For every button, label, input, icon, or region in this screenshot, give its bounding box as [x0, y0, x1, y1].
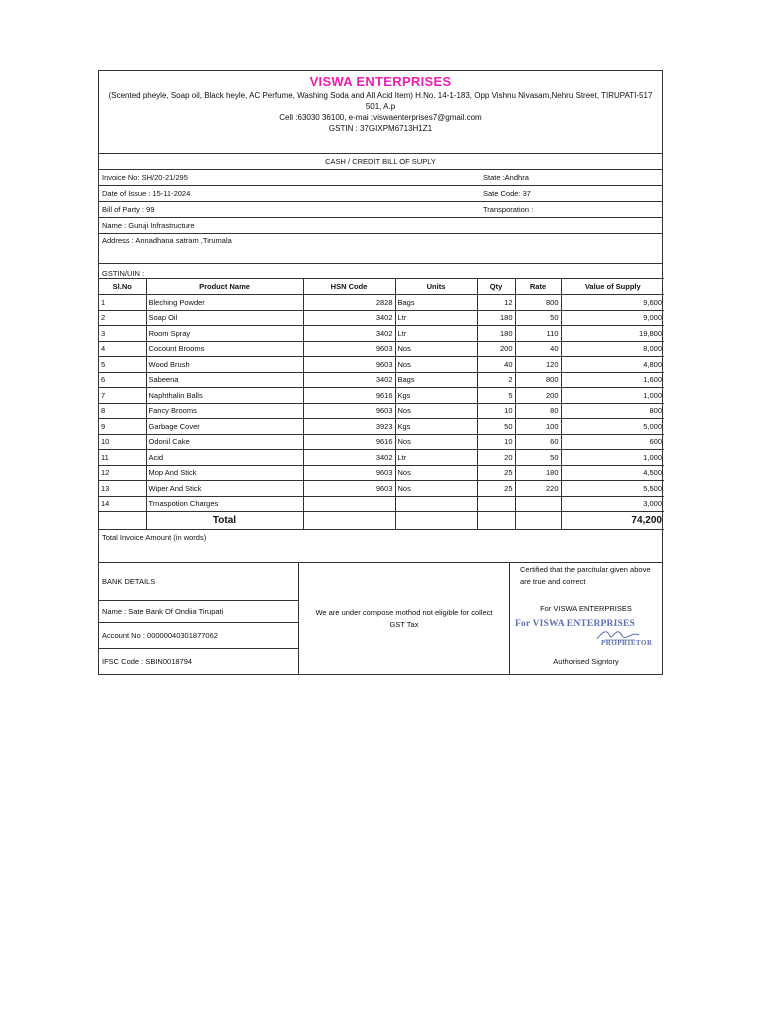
cell-slno: 14 — [99, 496, 146, 512]
certification-text: Certified that the parcitular given above are true and correct — [520, 565, 651, 586]
company-gstin: GSTIN : 37GIXPM6713H1Z1 — [328, 124, 433, 133]
company-stamp — [515, 619, 655, 651]
cell-product: Mop And Stick — [146, 465, 303, 481]
cell-hsn: 9603 — [303, 465, 395, 481]
cell-units: Ltr — [395, 450, 477, 466]
table-header-row — [99, 279, 664, 295]
cell-slno: 1 — [99, 295, 146, 311]
bank-details — [99, 563, 299, 674]
cell-units: Ltr — [395, 326, 477, 342]
table-row — [99, 496, 664, 512]
cell-slno: 4 — [99, 341, 146, 357]
cell-rate: 50 — [515, 310, 561, 326]
cell-product: Room Spray — [146, 326, 303, 342]
cell-hsn: 9616 — [303, 388, 395, 404]
bank-name: Name : Sate Bank Of Ondiia Tirupati — [99, 601, 298, 623]
cell-product: Odonil Cake — [146, 434, 303, 450]
cell-qty — [477, 496, 515, 512]
total-label: Total — [146, 512, 303, 530]
cell-hsn: 9603 — [303, 357, 395, 373]
cell-rate: 800 — [515, 295, 561, 311]
table-row — [99, 419, 664, 435]
transportation: Transporation : — [483, 205, 534, 214]
cell-slno: 10 — [99, 434, 146, 450]
info-row-date — [99, 186, 662, 202]
cell-hsn: 3923 — [303, 419, 395, 435]
cell-value: 4,800 — [561, 357, 664, 373]
info-row-party — [99, 202, 662, 218]
cell-slno: 7 — [99, 388, 146, 404]
cell-units: Kgs — [395, 388, 477, 404]
cell-rate: 120 — [515, 357, 561, 373]
cell-slno: 13 — [99, 481, 146, 497]
cell-value: 3,000 — [561, 496, 664, 512]
cell-hsn — [303, 496, 395, 512]
table-row — [99, 434, 664, 450]
cell-units: Nos — [395, 481, 477, 497]
cell-units: Kgs — [395, 419, 477, 435]
cell-hsn: 3402 — [303, 326, 395, 342]
cell-value: 9,600 — [561, 295, 664, 311]
invoice-header — [99, 71, 662, 154]
cell-value: 800 — [561, 403, 664, 419]
cell-rate: 40 — [515, 341, 561, 357]
table-row — [99, 403, 664, 419]
cell-units: Bags — [395, 295, 477, 311]
cell-qty: 200 — [477, 341, 515, 357]
cell-slno: 9 — [99, 419, 146, 435]
cell-slno: 5 — [99, 357, 146, 373]
cell-slno: 12 — [99, 465, 146, 481]
cell-rate: 110 — [515, 326, 561, 342]
info-row-name — [99, 218, 662, 234]
invoice-sheet — [98, 70, 663, 675]
state: State :Andhra — [483, 173, 529, 182]
company-name: VISWA ENTERPRISES — [309, 74, 452, 89]
cell-qty: 12 — [477, 295, 515, 311]
company-contact: Cell :63030 36100, e-mai :viswaenterprises7@gmail.com — [279, 113, 482, 122]
table-row — [99, 465, 664, 481]
cell-qty: 180 — [477, 326, 515, 342]
cell-hsn: 9603 — [303, 341, 395, 357]
cell-rate: 100 — [515, 419, 561, 435]
table-row — [99, 341, 664, 357]
bank-account: Account No : 00000040301877062 — [99, 623, 298, 649]
cell-rate: 80 — [515, 403, 561, 419]
cell-qty: 25 — [477, 465, 515, 481]
cell-hsn: 9603 — [303, 403, 395, 419]
cell-qty: 20 — [477, 450, 515, 466]
cell-rate: 50 — [515, 450, 561, 466]
cell-value: 4,500 — [561, 465, 664, 481]
cell-value: 5,500 — [561, 481, 664, 497]
signature-section — [510, 563, 662, 674]
company-description: (Scented pheyle, Soap oil, Black heyle, AC Perfume, Washing Soda and All Acid Item) H.No. 14-1-183, Opp Vishnu Nivasam,Nehru Street, TIRUPATI-517 — [108, 91, 653, 100]
cell-product: Wood Brush — [146, 357, 303, 373]
cell-value: 1,600 — [561, 372, 664, 388]
info-row-invoice — [99, 170, 662, 186]
cell-slno: 3 — [99, 326, 146, 342]
total-value: 74,200 — [561, 512, 664, 530]
cell-rate: 60 — [515, 434, 561, 450]
col-header-product: Product Name — [146, 279, 303, 295]
gst-note — [299, 563, 510, 674]
cell-units: Nos — [395, 341, 477, 357]
cell-slno: 11 — [99, 450, 146, 466]
cell-units: Nos — [395, 465, 477, 481]
party-name: Name : Guruji Infrastructure — [102, 221, 195, 230]
cell-slno: 2 — [99, 310, 146, 326]
date-of-issue: Date of Issue : 15-11-2024 — [102, 189, 191, 198]
cell-product: Naphthalin Balls — [146, 388, 303, 404]
cell-product: Sabeena — [146, 372, 303, 388]
cell-qty: 2 — [477, 372, 515, 388]
cell-value: 8,000 — [561, 341, 664, 357]
col-header-value: Value of Supply — [561, 279, 664, 295]
invoice-no: Invoice No: SH/20-21/295 — [102, 173, 188, 182]
cell-product: Soap Oil — [146, 310, 303, 326]
table-row — [99, 326, 664, 342]
cell-hsn: 3402 — [303, 450, 395, 466]
cell-rate: 180 — [515, 465, 561, 481]
cell-rate: 800 — [515, 372, 561, 388]
cell-hsn: 3402 — [303, 372, 395, 388]
table-row — [99, 357, 664, 373]
cell-qty: 50 — [477, 419, 515, 435]
cell-product: Cocount Brooms — [146, 341, 303, 357]
party-gstin: GSTIN/UIN : — [102, 269, 145, 278]
gst-note-text: We are under compose mothod not eligible for collect GST Tax — [315, 607, 493, 629]
cell-hsn: 2828 — [303, 295, 395, 311]
cell-rate — [515, 496, 561, 512]
stamp-title: PROPRIETOR — [601, 639, 653, 647]
info-row-gstin — [99, 264, 662, 278]
table-row — [99, 450, 664, 466]
cell-value: 600 — [561, 434, 664, 450]
cell-hsn: 9603 — [303, 481, 395, 497]
cell-value: 1,000 — [561, 388, 664, 404]
col-header-rate: Rate — [515, 279, 561, 295]
bank-title: BANK DETAILS — [99, 563, 298, 601]
cell-qty: 10 — [477, 403, 515, 419]
col-header-units: Units — [395, 279, 477, 295]
bill-type-label: CASH / CREDIT BILL OF SUPLY — [325, 157, 436, 166]
cell-product: Acid — [146, 450, 303, 466]
cell-units — [395, 496, 477, 512]
cell-product: Wiper And Stick — [146, 481, 303, 497]
cell-value: 5,000 — [561, 419, 664, 435]
table-row — [99, 295, 664, 311]
cell-product: Bleching Powder — [146, 295, 303, 311]
cell-units: Nos — [395, 434, 477, 450]
cell-qty: 5 — [477, 388, 515, 404]
stamp-company: For VISWA ENTERPRISES — [515, 619, 635, 629]
total-row — [99, 512, 664, 530]
cell-qty: 40 — [477, 357, 515, 373]
cell-hsn: 9616 — [303, 434, 395, 450]
cell-rate: 200 — [515, 388, 561, 404]
table-row — [99, 310, 664, 326]
info-row-address — [99, 234, 662, 264]
cell-product: Fancy Brooms — [146, 403, 303, 419]
footer-section — [99, 563, 662, 674]
cell-product: Trnaspotion Charges — [146, 496, 303, 512]
table-row — [99, 388, 664, 404]
bill-type — [99, 154, 662, 170]
cell-qty: 10 — [477, 434, 515, 450]
items-table — [99, 278, 664, 530]
col-header-qty: Qty — [477, 279, 515, 295]
bank-ifsc: IFSC Code : SBIN0018794 — [102, 657, 193, 666]
col-header-hsn: HSN Code — [303, 279, 395, 295]
cell-value: 19,800 — [561, 326, 664, 342]
cell-units: Nos — [395, 403, 477, 419]
cell-value: 1,000 — [561, 450, 664, 466]
state-code: Sate Code: 37 — [483, 189, 531, 198]
authorised-signatory: Authorised Signtory — [553, 657, 619, 666]
cell-units: Bags — [395, 372, 477, 388]
table-row — [99, 481, 664, 497]
bill-of-party: Bill of Party : 99 — [102, 205, 155, 214]
for-company: For VISWA ENTERPRISES — [540, 604, 632, 613]
cell-qty: 25 — [477, 481, 515, 497]
cell-units: Nos — [395, 357, 477, 373]
cell-product: Garbage Cover — [146, 419, 303, 435]
cell-units: Ltr — [395, 310, 477, 326]
company-address: 501, A.p — [365, 102, 396, 111]
party-address: Address : Annadhana satram ,Tirumala — [102, 236, 232, 245]
cell-slno: 8 — [99, 403, 146, 419]
col-header-slno: Sl.No — [99, 279, 146, 295]
amount-in-words: Total Invoice Amount (in words) — [99, 530, 662, 563]
table-row — [99, 372, 664, 388]
cell-qty: 180 — [477, 310, 515, 326]
cell-rate: 220 — [515, 481, 561, 497]
cell-slno: 6 — [99, 372, 146, 388]
cell-value: 9,000 — [561, 310, 664, 326]
cell-hsn: 3402 — [303, 310, 395, 326]
